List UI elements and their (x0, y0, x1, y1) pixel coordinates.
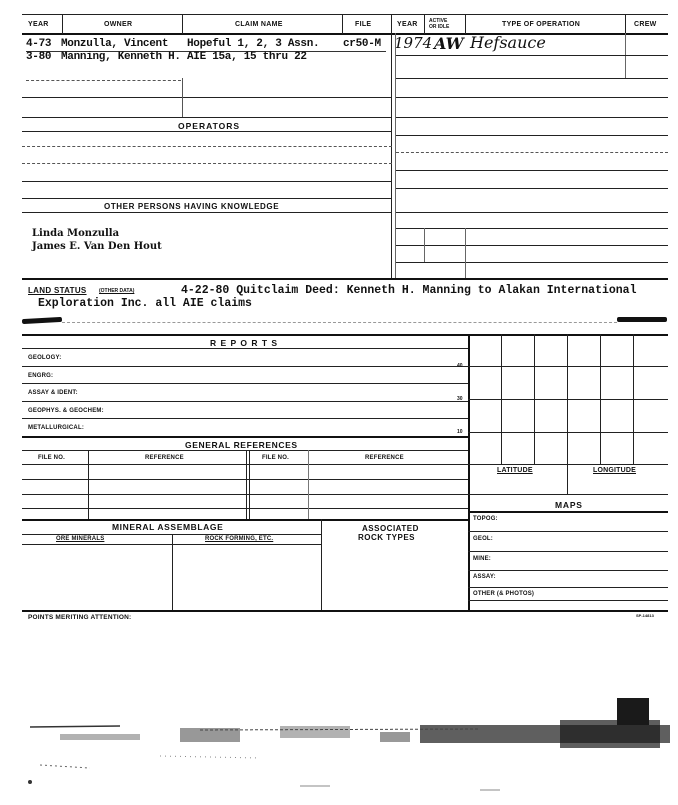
rule (22, 418, 468, 419)
divider (625, 14, 626, 34)
operators-label: OPERATORS (178, 121, 241, 131)
col-header-year: YEAR (28, 21, 49, 28)
maps-topog: TOPOG: (473, 516, 498, 522)
mineral-assemblage-title: MINERAL ASSEMBLAGE (112, 522, 224, 532)
rule (22, 519, 468, 521)
rule-dashed (26, 80, 181, 81)
rule (396, 97, 668, 98)
rule (22, 401, 468, 402)
divider (182, 78, 183, 118)
form-number: SP-14813 (636, 613, 654, 618)
land-status-line-1: 4-22-80 Quitclaim Deed: Kenneth H. Manning to Alakan International (181, 284, 637, 297)
handwritten-year: 1974 (394, 34, 433, 52)
points-meriting-attention-label: POINTS MERITING ATTENTION: (28, 614, 132, 621)
col-header-file: FILE (355, 21, 372, 28)
rule (22, 383, 468, 384)
rule-dashed (62, 322, 617, 323)
divider (88, 450, 89, 519)
divider (172, 534, 173, 610)
maps-assay: ASSAY: (473, 574, 496, 580)
report-assay-ident: ASSAY & IDENT: (28, 390, 78, 396)
col-header-type-of-operation: TYPE OF OPERATION (502, 21, 581, 28)
reports-title: R E P O R T S (210, 338, 279, 348)
rule (396, 262, 668, 263)
rule (396, 245, 668, 246)
ref-col-file-no: FILE NO. (38, 455, 65, 461)
ref-col-reference-2: REFERENCE (365, 455, 404, 461)
col-header-owner: OWNER (104, 21, 133, 28)
handwritten-status: AW (434, 34, 464, 53)
rule (22, 181, 392, 182)
divider (465, 228, 466, 278)
person-1: Linda Monzulla (32, 228, 120, 239)
rule (22, 97, 392, 98)
grid-line (468, 366, 668, 367)
entry-1-claim: Hopeful 1, 2, 3 Assn. (187, 38, 320, 50)
right-panel-border (468, 334, 470, 610)
rule (468, 600, 668, 601)
rule (396, 135, 668, 136)
entry-2-owner: Manning, Kenneth H. (61, 51, 181, 63)
scan-smudge (617, 317, 667, 322)
ref-col-reference: REFERENCE (145, 455, 184, 461)
rule (396, 228, 668, 229)
rule (396, 117, 668, 118)
entry-2-claim: AIE 15a, 15 thru 22 (187, 51, 307, 63)
person-2: James E. Van Den Hout (32, 241, 162, 252)
divider (321, 519, 322, 610)
report-geophys-geochem: GEOPHYS. & GEOCHEM: (28, 408, 104, 414)
maps-other-photos: OTHER (& PHOTOS) (473, 591, 535, 597)
divider (465, 14, 466, 34)
ref-col-file-no-2: FILE NO. (262, 455, 289, 461)
rule (22, 131, 392, 132)
rule (468, 551, 668, 552)
rule-dashed (22, 146, 392, 147)
header-top-rule (22, 14, 668, 15)
rule (396, 78, 668, 79)
rule (468, 570, 668, 571)
col-header-claim-name: CLAIM NAME (235, 21, 283, 28)
report-engrg: ENGRG: (28, 373, 54, 379)
handwritten-operation: Hefsauce (470, 33, 546, 52)
other-persons-label: OTHER PERSONS HAVING KNOWLEDGE (104, 202, 280, 211)
right-col-divider (395, 33, 396, 278)
scale-mark-30: 30 (457, 396, 463, 402)
scale-mark-40: 40 (457, 363, 463, 369)
general-references-title: GENERAL REFERENCES (185, 440, 298, 450)
rule (468, 531, 668, 532)
entry-1-file: cr50-M (343, 38, 381, 50)
entry-1-owner: Monzulla, Vincent (61, 38, 169, 50)
rock-forming-label: ROCK FORMING, ETC. (205, 536, 274, 542)
rule-dashed (22, 163, 392, 164)
maps-title: MAPS (555, 500, 583, 510)
divider (308, 450, 309, 519)
rule (396, 170, 668, 171)
latitude-label: LATITUDE (497, 467, 533, 474)
grid-line (468, 399, 668, 400)
maps-mine: MINE: (473, 556, 491, 562)
col-header-year-2: YEAR (397, 21, 418, 28)
divider (424, 14, 425, 34)
col-header-crew: CREW (634, 21, 657, 28)
rule (468, 587, 668, 588)
rule (22, 198, 392, 199)
divider (182, 14, 183, 34)
rule (468, 511, 668, 513)
scale-mark-10: 10 (457, 429, 463, 435)
section-rule (22, 610, 668, 612)
report-metallurgical: METALLURGICAL: (28, 425, 85, 431)
grid-line (468, 464, 668, 465)
divider (62, 14, 63, 34)
col-header-or-idle: OR IDLE (429, 24, 450, 30)
rule (22, 348, 468, 349)
rule (22, 212, 392, 213)
scan-smudge (22, 317, 62, 324)
entry-2-year: 3-80 (26, 51, 52, 63)
rule (22, 366, 468, 367)
divider (249, 450, 250, 519)
rule (22, 117, 392, 118)
rule (396, 188, 668, 189)
longitude-label: LONGITUDE (593, 467, 637, 474)
divider (342, 14, 343, 34)
grid-line (567, 334, 568, 494)
scan-noise (0, 690, 678, 800)
divider (246, 450, 247, 519)
rule (396, 55, 668, 56)
report-geology: GEOLOGY: (28, 355, 62, 361)
section-rule (22, 334, 668, 336)
maps-geol: GEOL: (473, 536, 493, 542)
rule (396, 212, 668, 213)
land-status-sublabel: (OTHER DATA) (99, 288, 135, 294)
section-rule (22, 278, 668, 280)
associated-rock-types-line-2: ROCK TYPES (358, 533, 416, 542)
header-bottom-rule (22, 33, 668, 35)
associated-rock-types-line-1: ASSOCIATED (362, 524, 419, 533)
land-status-line-2: Exploration Inc. all AIE claims (38, 297, 252, 310)
rule-dashed (396, 152, 668, 153)
rule (468, 494, 668, 495)
entry-1-year: 4-73 (26, 38, 52, 50)
divider (424, 228, 425, 262)
land-status-label: LAND STATUS (28, 286, 87, 295)
rule (22, 436, 468, 438)
ore-minerals-label: ORE MINERALS (56, 536, 105, 542)
col-header-active: ACTIVE (429, 18, 448, 24)
grid-line (468, 432, 668, 433)
